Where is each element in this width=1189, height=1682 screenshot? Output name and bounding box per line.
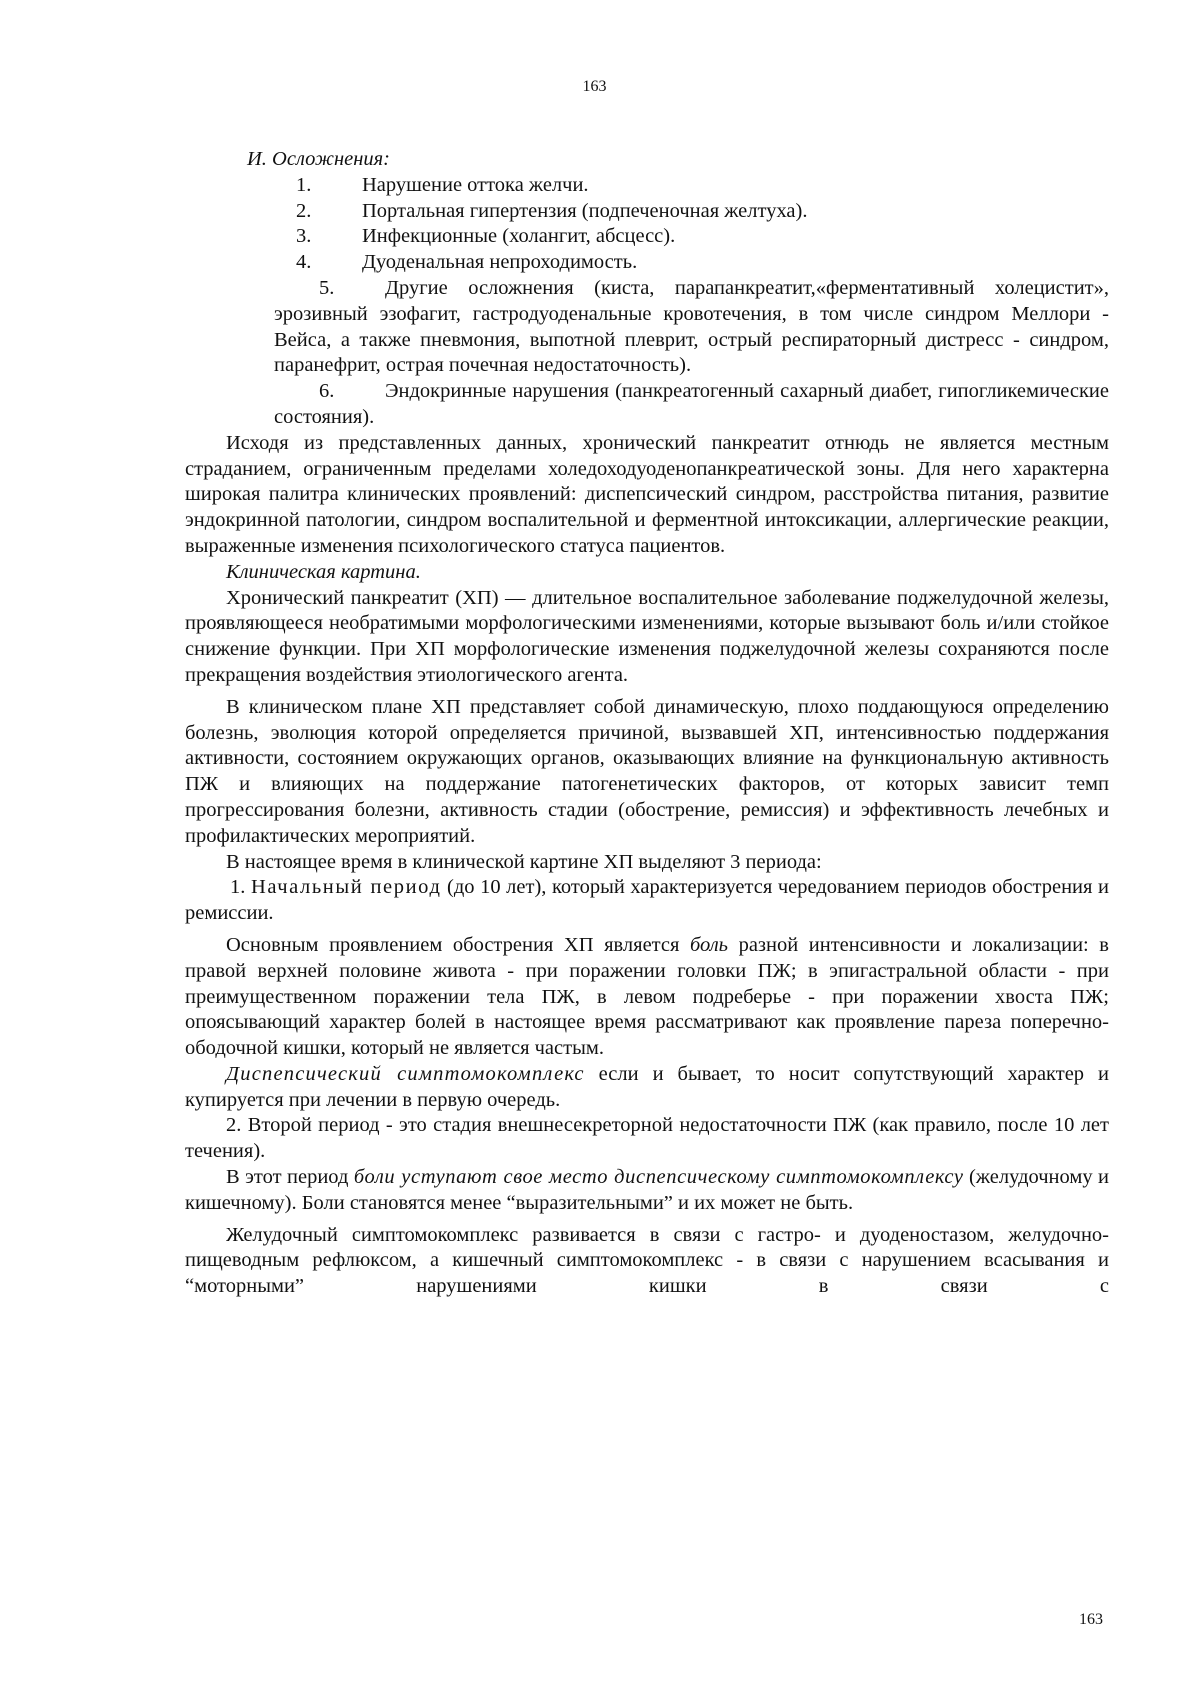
emphasis: Диспепсический симптомокомплекс [226, 1062, 585, 1085]
period-text: (до 10 лет), который характеризуется чередованием периодов обострения и ремиссии. [185, 876, 1109, 925]
list-item [185, 199, 1109, 225]
paragraph [185, 1165, 1109, 1217]
paragraph [185, 933, 1109, 1062]
list-item [185, 250, 1109, 276]
paragraph [185, 875, 1109, 927]
paragraph: В клиническом плане ХП представляет собой динамическую, плохо поддающуюся определению болезнь, эволюция которой определяется причиной, вызвавшей ХП, интенсивностью поддержания активности, состоянием окружающих органов, оказывающих влияние на функциональную активность ПЖ и влияющих на поддержание патогенетических факторов, от которых зависит темп прогрессирования болезни, активность стадии (обострение, ремиссия) и эффективность лечебных и профилактических мероприятий. [185, 695, 1109, 847]
list-item [185, 224, 1109, 250]
list-item-number: 6. [319, 380, 335, 403]
list-item-text: Нарушение оттока желчи. [362, 173, 589, 196]
page-number-top: 163 [582, 78, 607, 95]
text-run: (желудочному и кишечному). Боли становятся менее “выразительными” и их может не быть. [185, 1166, 1110, 1214]
list-item-text: Дуоденальная непроходимость. [362, 251, 638, 274]
text-run: разной интенсивности и локализации: в правой верхней половине живота - при поражении головки ПЖ; в эпигастральной области - при преимущественном поражении тела ПЖ, в левом подреберье - при поражении хвоста ПЖ; опоясывающий характер болей в настоящее время рассматривают как проявление пареза поперечно-ободочной кишки, который не является частым. [185, 933, 1109, 1060]
paragraph: В настоящее время в клинической картине ХП выделяют 3 периода: [226, 850, 822, 873]
list-item-number: 5. [319, 276, 335, 299]
list-item [185, 276, 1109, 379]
paragraph: Исходя из представленных данных, хронический панкреатит отнюдь не является местным страданием, ограниченным пределами холедоходуоденопанкреатической зоны. Для него характерна широкая палитра клинических проявлений: диспепсический синдром, расстройства питания, развитие эндокринной патологии, синдром воспалительной и ферментной интоксикации, аллергические реакции, выраженные изменения психологического статуса пациентов. [185, 431, 1109, 557]
list-item [185, 173, 1109, 199]
list-item-number: 2. [296, 199, 312, 222]
complications-list [185, 173, 1109, 431]
text-run: В этот период [226, 1166, 354, 1189]
page-number-bottom: 163 [1079, 1611, 1103, 1628]
section-heading: Клиническая картина. [226, 560, 421, 583]
emphasis: боли уступают свое место диспепсическому симптомокомплексу [353, 1166, 964, 1189]
list-item-text: Инфекционные (холангит, абсцесс). [362, 225, 676, 248]
period-title: Начальный период [250, 876, 442, 899]
list-item-number: 3. [296, 225, 312, 248]
complications-heading: И. Осложнения: [247, 148, 390, 170]
paragraph: Хронический панкреатит (ХП) — длительное воспалительное заболевание поджелудочной железы, проявляющееся необратимыми морфологическими изменениями, которые вызывают боль и/или стойкое снижение функции. При ХП морфологические изменения поджелудочной железы сохраняются после прекращения воздействия этиологического агента. [185, 586, 1109, 686]
page-content [185, 147, 1109, 1300]
paragraph: Желудочный симптомокомплекс развивается в связи с гастро- и дуоденостазом, желудочно-пищеводным рефлюксом, а кишечный симптомокомплекс - в связи с нарушением всасывания и “моторными” нарушениями кишки в связи с [185, 1223, 1109, 1298]
list-item-text: Эндокринные нарушения (панкреатогенный сахарный диабет, гипогликемические состояния). [274, 380, 1109, 428]
list-item-text: Портальная гипертензия (подпеченочная желтуха). [362, 199, 808, 222]
text-run: если и бывает, то носит сопутствующий характер и купируется при лечении в первую очередь. [185, 1062, 1109, 1111]
list-item-number: 4. [296, 251, 312, 274]
list-item-number: 1. [296, 173, 312, 196]
text-run: Основным проявлением обострения ХП является [226, 933, 690, 956]
list-item [185, 379, 1109, 431]
period-number: 1. [230, 876, 246, 899]
emphasis: боль [689, 933, 729, 956]
paragraph: 2. Второй период - это стадия внешнесекреторной недостаточности ПЖ (как правило, после 10 лет течения). [185, 1114, 1109, 1163]
list-item-text: Другие осложнения (киста, парапанкреатит,«ферментативный холецистит», эрозивный эзофагит, гастродуоденальные кровотечения, в том числе синдром Меллори - Вейса, а также пневмония, выпотной плеврит, острый респираторный дистресс - синдром, паранефрит, острая почечная недостаточность). [274, 276, 1109, 377]
paragraph [185, 1062, 1109, 1114]
